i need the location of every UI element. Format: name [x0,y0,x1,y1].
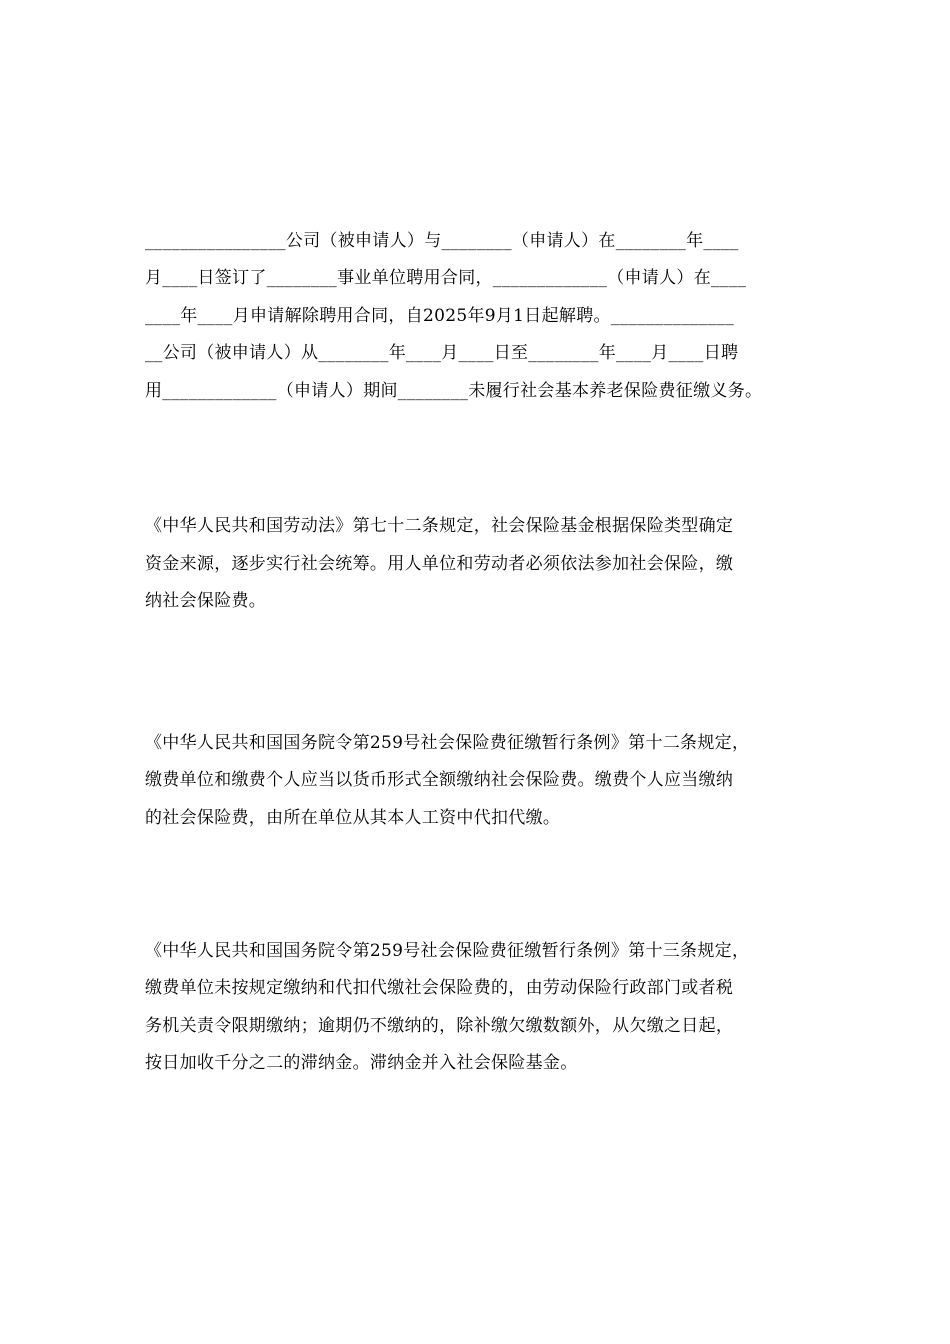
paragraph-line: 资金来源，逐步实行社会统筹。用人单位和劳动者必须依法参加社会保险，缴 [145,554,734,574]
paragraph-line: 《中华人民共和国国务院令第259号社会保险费征缴暂行条例》第十三条规定， [145,941,750,961]
paragraph-line: 纳社会保险费。 [145,591,267,611]
paragraph-line: __公司（被申请人）从________年____月____日至________年____月____日聘 [145,343,739,363]
paragraph-line: 用_____________（申请人）期间________未履行社会基本养老保险费征缴义务。 [145,381,763,401]
paragraph-line: 《中华人民共和国国务院令第259号社会保险费征缴暂行条例》第十二条规定， [145,733,750,753]
paragraph-line: 《中华人民共和国劳动法》第七十二条规定，社会保险基金根据保险类型确定 [145,516,734,536]
paragraph-line: 月____日签订了________事业单位聘用合同，_____________（申请人）在____ [145,268,747,288]
paragraph-line: 的社会保险费，由所在单位从其本人工资中代扣代缴。 [145,808,561,828]
paragraph-line: 缴费单位未按规定缴纳和代扣代缴社会保险费的，由劳动保险行政部门或者税 [145,978,734,998]
paragraph-line: 务机关责令限期缴纳；逾期仍不缴纳的，除补缴欠缴数额外，从欠缴之日起， [145,1016,734,1036]
paragraph-line: 缴费单位和缴费个人应当以货币形式全额缴纳社会保险费。缴费个人应当缴纳 [145,770,734,790]
paragraph-line: ________________公司（被申请人）与________（申请人）在________年____ [145,231,739,251]
paragraph-line: ____年____月申请解除聘用合同，自2025年9月1日起解聘。______________ [145,306,734,326]
paragraph-line: 按日加收千分之二的滞纳金。滞纳金并入社会保险基金。 [145,1053,578,1073]
